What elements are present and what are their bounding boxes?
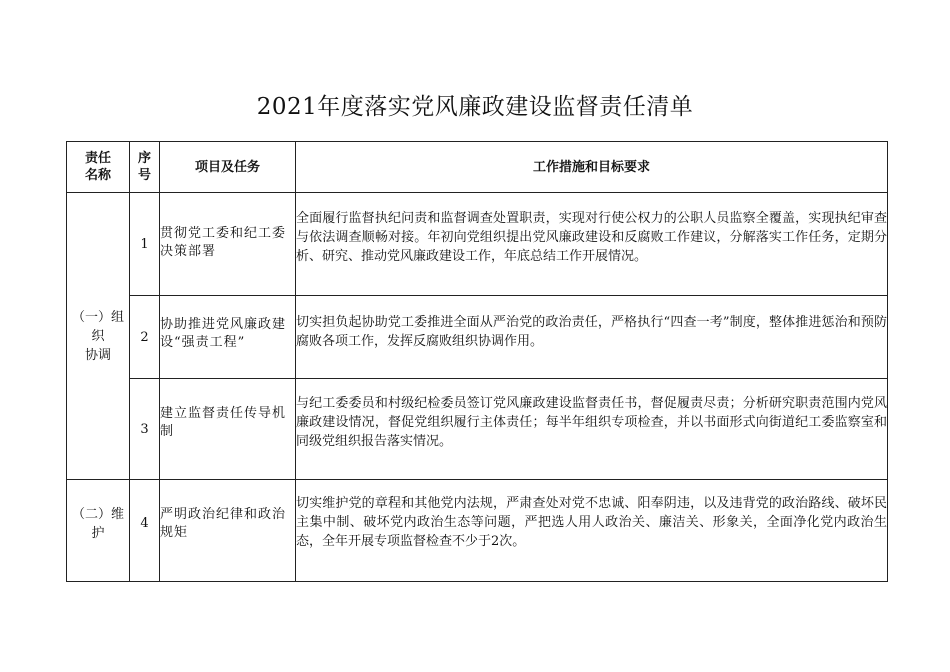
row-item: 建立监督责任传导机制 [160,379,296,480]
table-header-row [67,142,888,193]
row-item: 贯彻党工委和纪工委决策部署 [160,193,296,296]
row-number: 4 [130,480,160,582]
group-label-line2: 护 [91,525,105,541]
group-label-line2: 织 [91,328,105,344]
row-number: 3 [130,379,160,480]
header-no-line2: 号 [137,168,151,183]
row-number: 2 [130,296,160,379]
group-label-line1: （二）维 [71,506,124,522]
header-category [67,142,130,193]
group-label-organize [67,193,130,480]
group-label-line1: （一）组 [71,309,124,325]
header-item: 项目及任务 [160,142,296,193]
row-desc: 全面履行监督执纪问责和监督调查处置职责，实现对行使公权力的公职人员监察全覆盖，实现执纪审查与依法调查顺畅对接。年初向党组织提出党风廉政建设和反腐败工作建议，分解落实工作任务，定期分析、研究、推动党风廉政建设工作，年底总结工作开展情况。 [296,193,888,296]
table-row [67,296,888,379]
table-row [67,480,888,582]
row-item: 协助推进党风廉政建设“强责工程” [160,296,296,379]
group-label-maintain [67,480,130,582]
row-number: 1 [130,193,160,296]
header-category-line2: 名称 [84,168,111,183]
header-category-line1: 责任 [84,151,111,166]
table-row [67,379,888,480]
row-item: 严明政治纪律和政治规矩 [160,480,296,582]
responsibility-table [66,141,888,582]
row-desc: 切实维护党的章程和其他党内法规，严肃查处对党不忠诚、阳奉阴违，以及违背党的政治路线、破坏民主集中制、破坏党内政治生态等问题，严把选人用人政治关、廉洁关、形象关，全面净化党内政治生态，全年开展专项监督检查不少于2次。 [296,480,888,582]
header-desc: 工作措施和目标要求 [296,142,888,193]
header-no-line1: 序 [137,151,151,166]
group-label-line3: 协调 [84,347,111,363]
row-desc: 切实担负起协助党工委推进全面从严治党的政治责任，严格执行“四查一考”制度，整体推进惩治和预防腐败各项工作，发挥反腐败组织协调作用。 [296,296,888,379]
page-title: 2021年度落实党风廉政建设监督责任清单 [256,94,694,120]
header-no [130,142,160,193]
row-desc: 与纪工委委员和村级纪检委员签订党风廉政建设监督责任书，督促履责尽责；分析研究职责范围内党风廉政建设情况，督促党组织履行主体责任；每半年组织专项检查，并以书面形式向街道纪工委监察室和同级党组织报告落实情况。 [296,379,888,480]
table-row [67,193,888,296]
